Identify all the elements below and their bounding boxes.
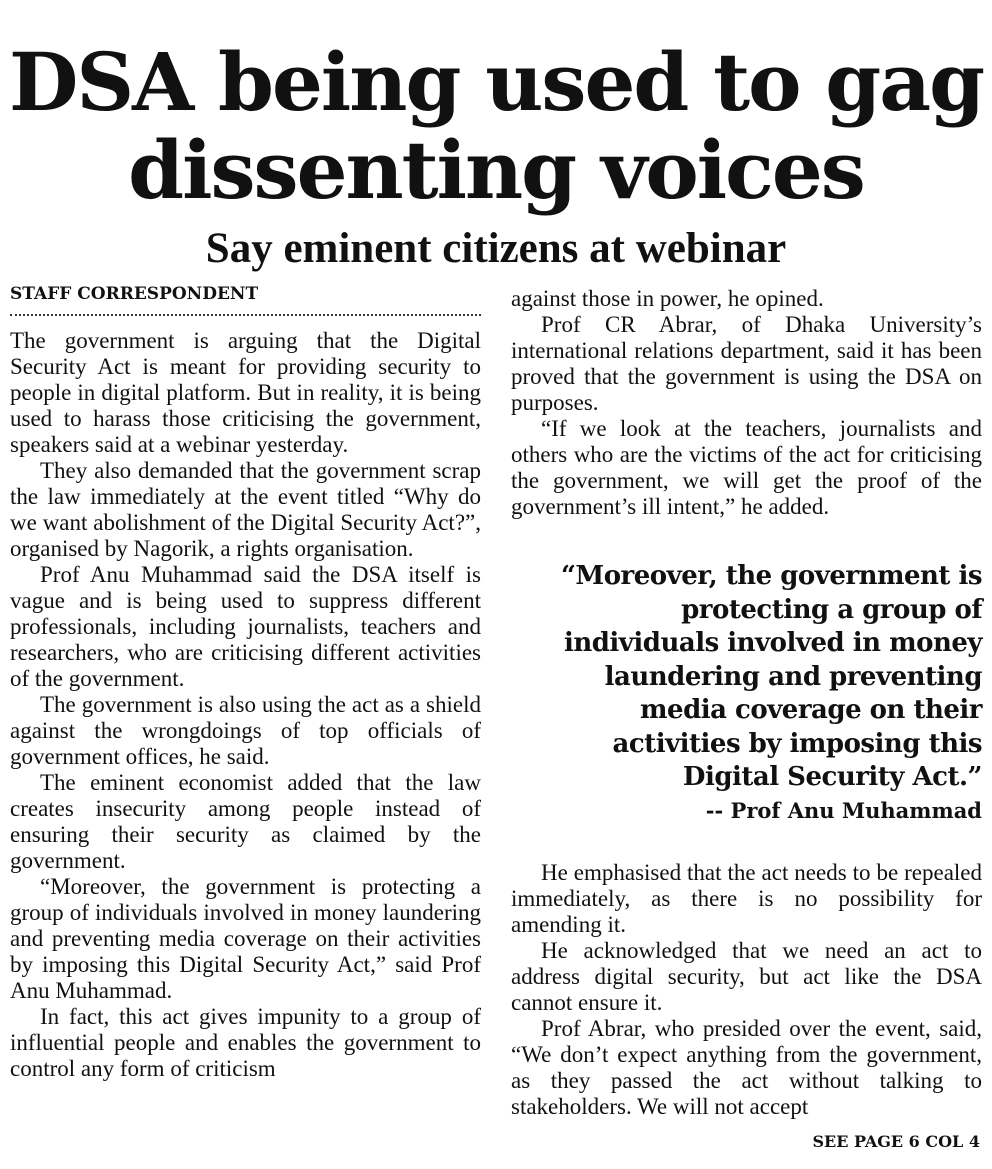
paragraph: They also demanded that the government scrap the law immediately at the event titled “Why do we want abolishment of the Digital Security Act?”, organised by Nagorik, a rights organisation.	[10, 458, 481, 561]
subheadline: Say eminent citizens at webinar	[205, 225, 787, 272]
paragraph: Prof Abrar, who presided over the event, said, “We don’t expect anything from the government, as they passed the act without talking to stakeholders. We will not accept	[511, 1016, 982, 1119]
article-column-right-bottom	[511, 860, 982, 1120]
paragraph: Prof Anu Muhammad said the DSA itself is vague and is being used to suppress different professionals, including journalists, teachers and researchers, who are criticising different activities of the government.	[10, 562, 481, 691]
byline: STAFF CORRESPONDENT	[10, 282, 481, 316]
headline: DSA being used to gag dissenting voices	[8, 35, 983, 217]
paragraph: In fact, this act gives impunity to a group of influential people and enables the government to control any form of criticism	[10, 1004, 481, 1081]
paragraph: The government is also using the act as a shield against the wrongdoings of top officials of government offices, he said.	[10, 692, 481, 769]
jump-line: SEE PAGE 6 COL 4	[812, 1132, 980, 1151]
article-column-left	[10, 282, 481, 1082]
paragraph: “Moreover, the government is protecting a group of individuals involved in money laundering and preventing media coverage on their activities by imposing this Digital Security Act,” said Prof Anu Muhammad.	[10, 874, 481, 1003]
paragraph: The government is arguing that the Digital Security Act is meant for providing security to people in digital platform. But in reality, it is being used to harass those criticising the government, speakers said at a webinar yesterday.	[10, 328, 481, 457]
paragraph: He acknowledged that we need an act to address digital security, but act like the DSA cannot ensure it.	[511, 938, 982, 1015]
paragraph: “If we look at the teachers, journalists and others who are the victims of the act for criticising the government, we will get the proof of the government’s ill intent,” he added.	[511, 416, 982, 519]
paragraph: Prof CR Abrar, of Dhaka University’s international relations department, said it has been proved that the government is using the DSA on purposes.	[511, 312, 982, 415]
pull-quote: “Moreover, the government is protecting a group of individuals involved in money laundering and preventing media coverage on their activities by imposing this Digital Security Act.”	[560, 561, 982, 792]
pull-quote-attribution: -- Prof Anu Muhammad	[705, 798, 982, 823]
paragraph: The eminent economist added that the law creates insecurity among people instead of ensuring their security as claimed by the government.	[10, 770, 481, 873]
paragraph: He emphasised that the act needs to be repealed immediately, as there is no possibility for amending it.	[511, 860, 982, 937]
paragraph: against those in power, he opined.	[511, 286, 824, 311]
article-column-right-top	[511, 286, 982, 520]
